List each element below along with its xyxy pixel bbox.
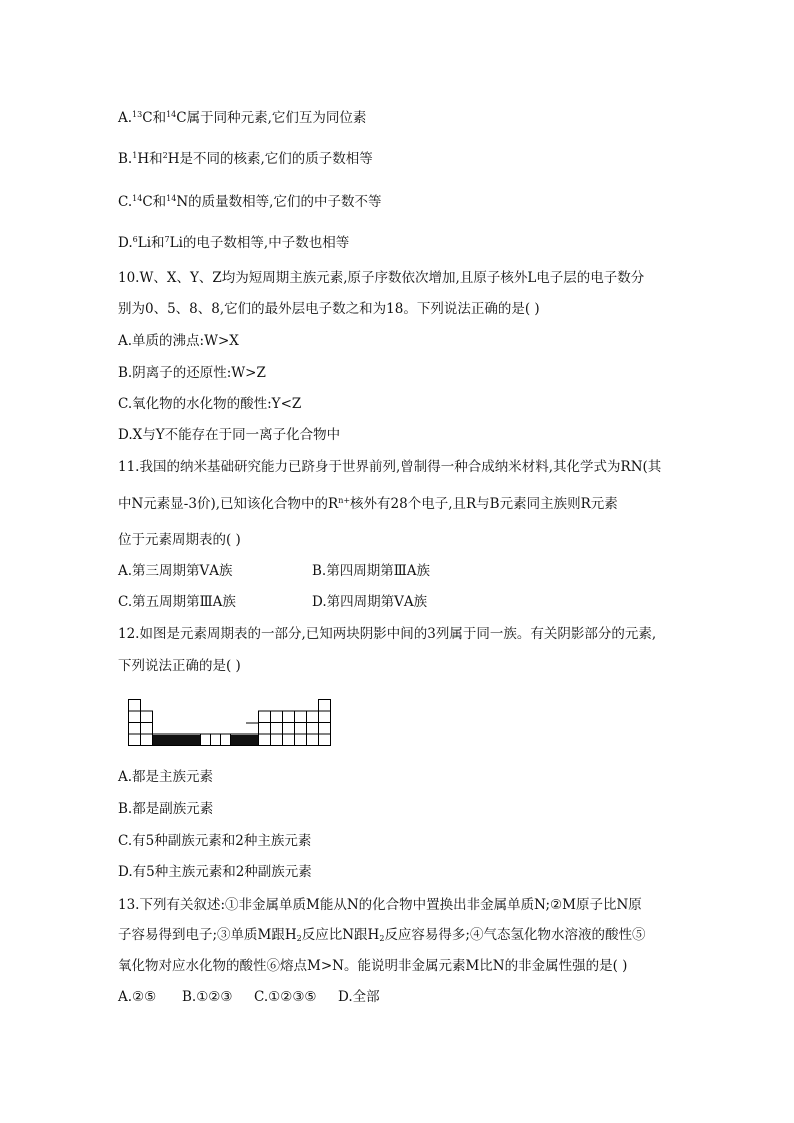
- q11-option-d: D.第四周期第ⅤA族: [312, 594, 428, 610]
- q13-stem-line3: 氧化物对应水化物的酸性⑥熔点M>N。能说明非金属元素M比N的非金属性强的是( ): [118, 958, 628, 974]
- q9-option-d: D.$^6$Li和$^7$Li的电子数相等,中子数也相等: [118, 235, 350, 251]
- q11-stem-line1: 11.我国的纳米基础研究能力已跻身于世界前列,曾制得一种合成纳米材料,其化学式为RN(其: [118, 459, 662, 475]
- q11-option-c: C.第五周期第ⅢA族: [118, 594, 236, 610]
- q11-option-b: B.第四周期第ⅢA族: [312, 563, 430, 579]
- periodic-table-figure: [128, 699, 334, 747]
- q13-stem-line2: 子容易得到电子;③单质M跟$H_2$反应比N跟$H_2$反应容易得多;④气态氢化物水溶液的酸性⑤: [118, 927, 646, 943]
- q12-stem-line1: 12.如图是元素周期表的一部分,已知两块阴影中间的3列属于同一族。有关阴影部分的元素,: [118, 626, 657, 642]
- q12-option-b: B.都是副族元素: [118, 801, 214, 817]
- q10-option-d: D.X与Y不能存在于同一离子化合物中: [118, 427, 341, 443]
- q10-option-b: B.阴离子的还原性:W>Z: [118, 365, 266, 381]
- q10-stem-line1: 10.W、X、Y、Z均为短周期主族元素,原子序数依次增加,且原子核外L电子层的电子数分: [118, 270, 645, 286]
- q12-stem-line2: 下列说法正确的是( ): [118, 658, 241, 674]
- q10-option-a: A.单质的沸点:W>X: [118, 333, 239, 349]
- q11-option-a: A.第三周期第ⅤA族: [118, 563, 233, 579]
- q9-option-c: C.$^{14}$C和$^{14}$N的质量数相等,它们的中子数不等: [118, 194, 382, 210]
- q13-stem-line1: 13.下列有关叙述:①非金属单质M能从N的化合物中置换出非金属单质N;②M原子比N原: [118, 897, 642, 913]
- q11-stem-line3: 位于元素周期表的( ): [118, 532, 241, 548]
- q12-option-c: C.有5种副族元素和2种主族元素: [118, 833, 312, 849]
- q13-options: A.②⑤ B.①②③ C.①②③⑤ D.全部: [118, 989, 380, 1005]
- q12-option-a: A.都是主族元素: [118, 769, 214, 785]
- q11-stem-line2: 中N元素显-3价),已知该化合物中的$R^{n+}$核外有28个电子,且R与B元素同主族则R元素: [118, 496, 618, 512]
- q9-option-a: A.$^{13}$C和$^{14}$C属于同种元素,它们互为同位素: [118, 110, 367, 126]
- q9-option-b: B.$^1$H和$^2$H是不同的核素,它们的质子数相等: [118, 151, 373, 167]
- q10-option-c: C.氧化物的水化物的酸性:Y<Z: [118, 396, 302, 412]
- shaded-block-right: [231, 735, 259, 745]
- shaded-block-left: [153, 735, 201, 745]
- q12-option-d: D.有5种主族元素和2种副族元素: [118, 864, 312, 880]
- q10-stem-line2: 别为0、5、8、8,它们的最外层电子数之和为18。下列说法正确的是( ): [118, 301, 540, 317]
